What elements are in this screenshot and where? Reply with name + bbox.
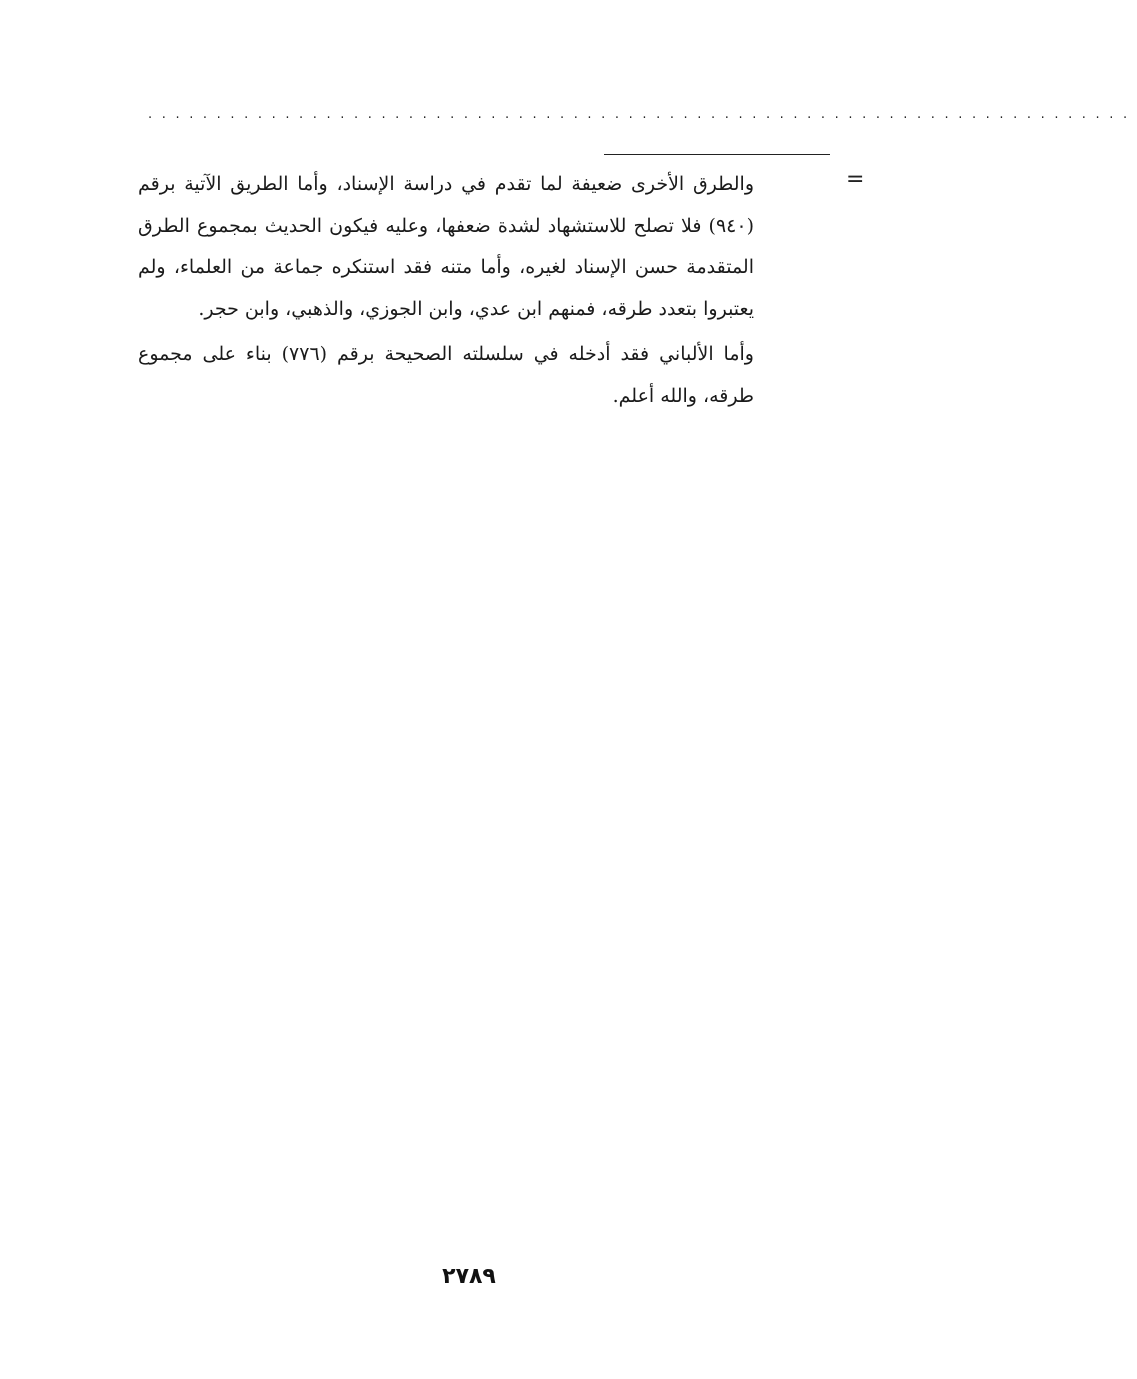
page-number: ٢٧٨٩ [442,1264,496,1289]
footnote-paragraph-1: والطرق الأخرى ضعيفة لما تقدم في دراسة الإسناد، وأما الطريق الآتية برقم (٩٤٠) فلا تصلح للاستشهاد لشدة ضعفها، وعليه فيكون الحديث بمجموع الطرق المتقدمة حسن الإسناد لغيره، وأما متنه فقد استنكره جماعة من العلماء، ولم يعتبروا بتعدد طرقه، فمنهم ابن عدي، وابن الجوزي، والذهبي، وابن حجر. [138,173,754,320]
header-dotted-separator: ........................................................................ [148,107,1137,122]
footnote-continuation-mark: = [846,167,865,192]
footnote-paragraph-2: وأما الألباني فقد أدخله في سلسلته الصحيحة برقم (٧٧٦) بناء على مجموع طرقه، والله أعلم. [138,343,754,407]
footnote-separator-line [604,154,830,155]
footnote-text [138,164,754,417]
